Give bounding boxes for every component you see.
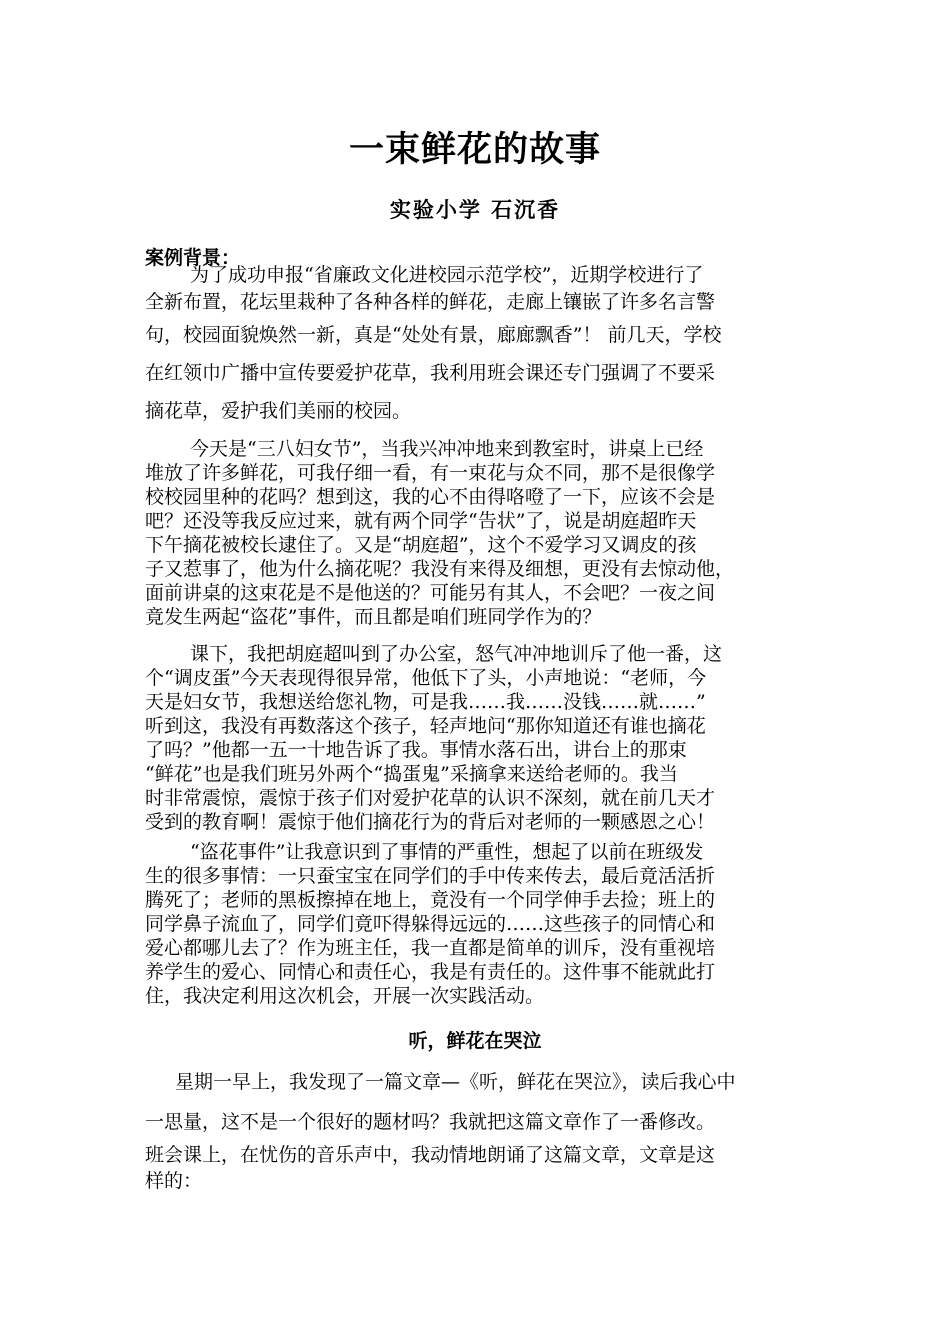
text-line: 堆放了许多鲜花，可我仔细一看，有一束花与众不同，那不是很像学 <box>145 462 716 484</box>
text-line: 下午摘花被校长逮住了。又是“胡庭超”，这个不爱学习又调皮的孩 <box>145 534 697 556</box>
text-line: 一思量，这不是一个很好的题材吗？我就把这篇文章作了一番修改。 <box>145 1111 716 1133</box>
text-line: 住，我决定利用这次机会，开展一次实践活动。 <box>145 985 545 1007</box>
text-line: 为了成功申报“省廉政文化进校园示范学校”，近期学校进行了 <box>190 264 704 286</box>
text-line: 班会课上，在忧伤的音乐声中，我动情地朗诵了这篇文章，文章是这 <box>145 1144 716 1166</box>
text-line: 爱心都哪儿去了？作为班主任，我一直都是简单的训斥，没有重视培 <box>145 937 716 959</box>
text-line: 样的： <box>145 1170 203 1192</box>
text-line: 腾死了；老师的黑板擦掉在地上，竟没有一个同学伸手去捡；班上的 <box>145 889 716 911</box>
text-line: 生的很多事情：一只蚕宝宝在同学们的手中传来传去，最后竟活活折 <box>145 865 716 887</box>
text-line: 吧？还没等我反应过来，就有两个同学“告状”了，说是胡庭超昨天 <box>145 510 697 532</box>
text-line: 校校园里种的花吗？想到这，我的心不由得咯噔了一下，应该不会是 <box>145 486 716 508</box>
text-line: 受到的教育啊！震惊于他们摘花行为的背后对老师的一颗感恩之心！ <box>145 811 716 833</box>
paragraph-flowers <box>145 437 810 629</box>
paragraph-background <box>145 262 810 430</box>
text-line: 摘花草，爱护我们美丽的校园。 <box>145 400 412 422</box>
text-line: 同学鼻子流血了，同学们竟吓得躲得远远的……这些孩子的同情心和 <box>145 913 716 935</box>
document-title: 一束鲜花的故事 <box>348 129 601 170</box>
text-line: 课下，我把胡庭超叫到了办公室，怒气冲冲地训斥了他一番，这 <box>190 643 723 665</box>
text-line: 竟发生两起“盗花”事件，而且都是咱们班同学作为的？ <box>145 606 602 628</box>
text-line: 在红领巾广播中宣传要爱护花草，我利用班会课还专门强调了不要采 <box>145 362 716 384</box>
text-line: 时非常震惊，震惊于孩子们对爱护花草的认识不深刻，就在前几天才 <box>145 787 716 809</box>
text-line: 面前讲桌的这束花是不是他送的？可能另有其人，不会吧？一夜之间 <box>145 582 716 604</box>
text-line: “鲜花”也是我们班另外两个“捣蛋鬼”采摘拿来送给老师的。我当 <box>145 763 678 785</box>
section-subtitle: 听，鲜花在哭泣 <box>408 1030 542 1052</box>
text-line: 了吗？”他都一五一十地告诉了我。事情水落石出，讲台上的那束 <box>145 739 687 761</box>
text-line: 子又惹事了，他为什么摘花呢？我没有来得及细想，更没有去惊动他， <box>145 558 735 580</box>
text-line: 天是妇女节，我想送给您礼物，可是我……我……没钱……就……” <box>145 691 706 713</box>
author-line: 实验小学 石沉香 <box>389 197 561 222</box>
text-line: 听到这，我没有再数落这个孩子，轻声地问“那你知道还有谁也摘花 <box>145 715 706 737</box>
text-line: 今天是“三八妇女节”，当我兴冲冲地来到教室时，讲桌上已经 <box>190 438 704 460</box>
section-heading: 案例背景： <box>145 247 241 269</box>
paragraph-office <box>145 642 810 834</box>
text-line: 星期一早上，我发现了一篇文章—《听，鲜花在哭泣》，读后我心中 <box>175 1071 736 1093</box>
text-line: 养学生的爱心、同情心和责任心，我是有责任的。这件事不能就此打 <box>145 961 716 983</box>
paragraph-article <box>145 1062 810 1194</box>
text-line: 全新布置，花坛里栽种了各种各样的鲜花，走廊上镶嵌了许多名言警 <box>145 291 716 313</box>
paragraph-reflection <box>145 840 810 1008</box>
text-line: 个“调皮蛋”今天表现得很异常，他低下了头，小声地说：“老师，今 <box>145 667 707 689</box>
text-line: 句，校园面貌焕然一新，真是“处处有景，廊廊飘香”！ 前几天，学校 <box>145 324 722 346</box>
text-line: “盗花事件”让我意识到了事情的严重性，想起了以前在班级发 <box>190 841 704 863</box>
